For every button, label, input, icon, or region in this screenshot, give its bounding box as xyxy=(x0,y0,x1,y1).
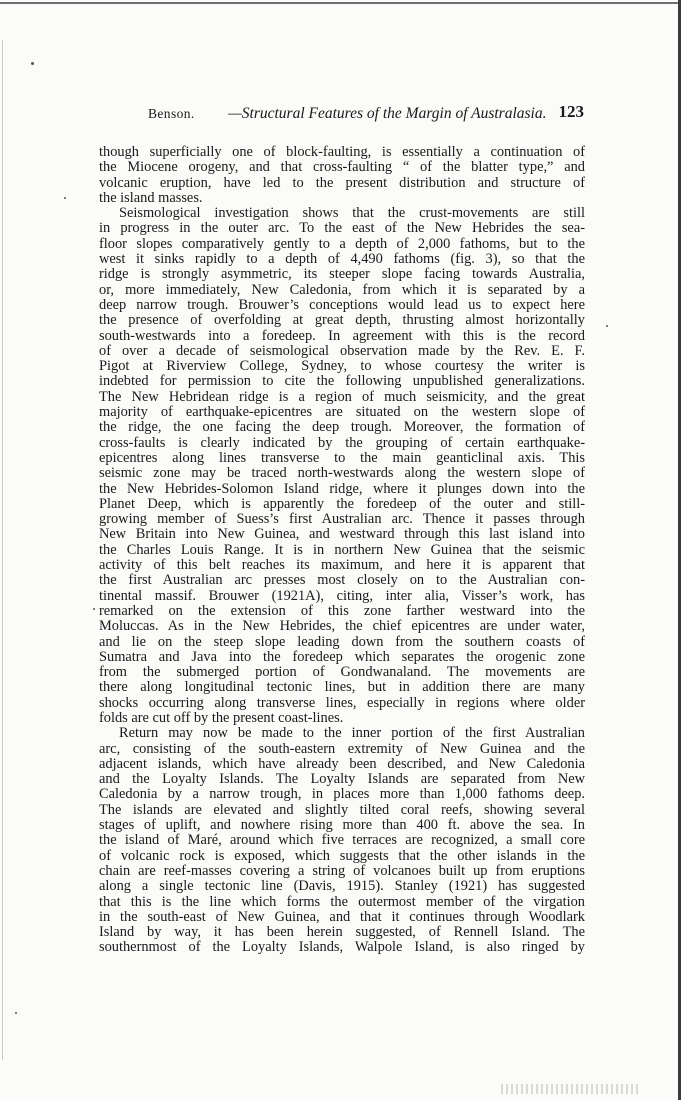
header-title: —Structural Features of the Margin of Australasia. xyxy=(228,105,547,122)
text-line: the presence of overfolding at great depth, thrusting almost horizontally xyxy=(99,313,585,329)
text-line: that this is the line which forms the outermost member of the virgation xyxy=(99,894,585,910)
text-line: cross-faults is clearly indicated by the grouping of certain earthquake- xyxy=(99,435,585,451)
text-line: along a single tectonic line (Davis, 1915). Stanley (1921) has suggested xyxy=(99,879,585,895)
text-line: stages of uplift, and nowhere rising more than 400 ft. above the sea. In xyxy=(99,818,585,834)
scan-speck xyxy=(15,1012,17,1014)
text-line: arc, consisting of the south-eastern extremity of New Guinea and the xyxy=(99,741,585,757)
text-line: southernmost of the Loyalty Islands, Walpole Island, is also ringed by xyxy=(99,940,585,956)
text-line: The islands are elevated and slightly tilted coral reefs, showing several xyxy=(99,802,585,818)
text-line: floor slopes comparatively gently to a depth of 2,000 fathoms, but to the xyxy=(99,236,585,252)
text-line: and lie on the steep slope leading down from the southern coasts of xyxy=(99,634,585,650)
text-line: majority of earthquake-epicentres are situated on the western slope of xyxy=(99,405,585,421)
text-line: the New Hebrides-Solomon Island ridge, where it plunges down into the xyxy=(99,481,585,497)
text-line: indebted for permission to cite the following unpublished generalizations. xyxy=(99,374,585,390)
text-line: the ridge, the one facing the deep trough. Moreover, the formation of xyxy=(99,420,585,436)
text-line: the island of Maré, around which five terraces are recognized, a small core xyxy=(99,833,585,849)
text-line: in progress in the outer arc. To the east of the New Hebrides the sea- xyxy=(99,221,585,237)
text-line: volcanic eruption, have led to the present distribution and structure of xyxy=(99,175,585,191)
text-line: shocks occurring along transverse lines, especially in regions where older xyxy=(99,695,585,711)
text-line: west it sinks rapidly to a depth of 4,490 fathoms (fig. 3), so that the xyxy=(99,252,585,268)
text-line: growing member of Suess’s first Australian arc. Thence it passes through xyxy=(99,512,585,528)
text-line: epicentres along lines transverse to the main geanticlinal axis. This xyxy=(99,450,585,466)
text-line: the Miocene orogeny, and that cross-faulting “ of the blatter type,” and xyxy=(99,160,585,176)
text-line: the Charles Louis Range. It is in northern New Guinea that the seismic xyxy=(99,542,585,558)
text-line: Sumatra and Java into the foredeep which separates the orogenic zone xyxy=(99,649,585,665)
text-line: seismic zone may be traced north-westwards along the western slope of xyxy=(99,466,585,482)
text-line: Moluccas. As in the New Hebrides, the chief epicentres are under water, xyxy=(99,619,585,635)
text-line: the first Australian arc presses most closely on to the Australian con- xyxy=(99,573,585,589)
text-line: Caledonia by a narrow trough, in places more than 1,000 fathoms deep. xyxy=(99,787,585,803)
text-line: Island by way, it has been herein suggested, of Rennell Island. The xyxy=(99,925,585,941)
scan-speck xyxy=(93,608,95,610)
text-line: deep narrow trough. Brouwer’s conceptions would lead us to expect here xyxy=(99,297,585,313)
text-line: Return may now be made to the inner portion of the first Australian xyxy=(119,726,585,742)
text-line: folds are cut off by the present coast-lines. xyxy=(99,710,344,726)
text-line: activity of this belt reaches its maximum, and here it is apparent that xyxy=(99,558,585,574)
text-line: though superficially one of block-faulting, is essentially a continuation of xyxy=(99,145,585,160)
text-line: adjacent islands, which have already been described, and New Caledonia xyxy=(99,756,585,772)
body-text xyxy=(99,145,585,956)
text-line: the island masses. xyxy=(99,190,203,206)
text-line: south-westwards into a foredeep. In agreement with this is the record xyxy=(99,328,585,344)
page-number: 123 xyxy=(558,102,584,121)
text-line: Planet Deep, which is apparently the foredeep of the outer and still- xyxy=(99,496,585,512)
scan-top-edge xyxy=(0,2,681,4)
header-author: Benson. xyxy=(148,106,195,121)
text-line: The New Hebridean ridge is a region of much seismicity, and the great xyxy=(99,389,585,405)
text-line: Seismological investigation shows that the crust-movements are still xyxy=(119,206,585,222)
text-line: Pigot at Riverview College, Sydney, to whose courtesy the writer is xyxy=(99,359,585,375)
text-line: from the submerged portion of Gondwanaland. The movements are xyxy=(99,665,585,681)
running-header xyxy=(148,102,584,126)
text-line: New Britain into New Guinea, and westward through this last island into xyxy=(99,527,585,543)
scan-speck xyxy=(64,197,66,199)
text-line: in the south-east of New Guinea, and that it continues through Woodlark xyxy=(99,909,585,925)
text-line: ridge is strongly asymmetric, its steeper slope facing towards Australia, xyxy=(99,267,585,283)
scan-smudge xyxy=(501,1084,641,1094)
text-line: of over a decade of seismological observation made by the Rev. E. F. xyxy=(99,343,585,359)
scan-speck xyxy=(606,325,608,327)
text-line: chain are reef-masses covering a string of volcanoes built up from eruptions xyxy=(99,863,585,879)
text-line: there along longitudinal tectonic lines, but in addition there are many xyxy=(99,680,585,696)
scan-left-edge xyxy=(2,40,3,1060)
text-line: tinental massif. Brouwer (1921A), citing, inter alia, Visser’s work, has xyxy=(99,588,585,604)
text-line: or, more immediately, New Caledonia, from which it is separated by a xyxy=(99,282,585,298)
scan-speck xyxy=(31,62,34,65)
text-line: remarked on the extension of this zone farther westward into the xyxy=(99,603,585,619)
text-line: of volcanic rock is exposed, which suggests that the other islands in the xyxy=(99,848,585,864)
text-line: and the Loyalty Islands. The Loyalty Islands are separated from New xyxy=(99,772,585,788)
